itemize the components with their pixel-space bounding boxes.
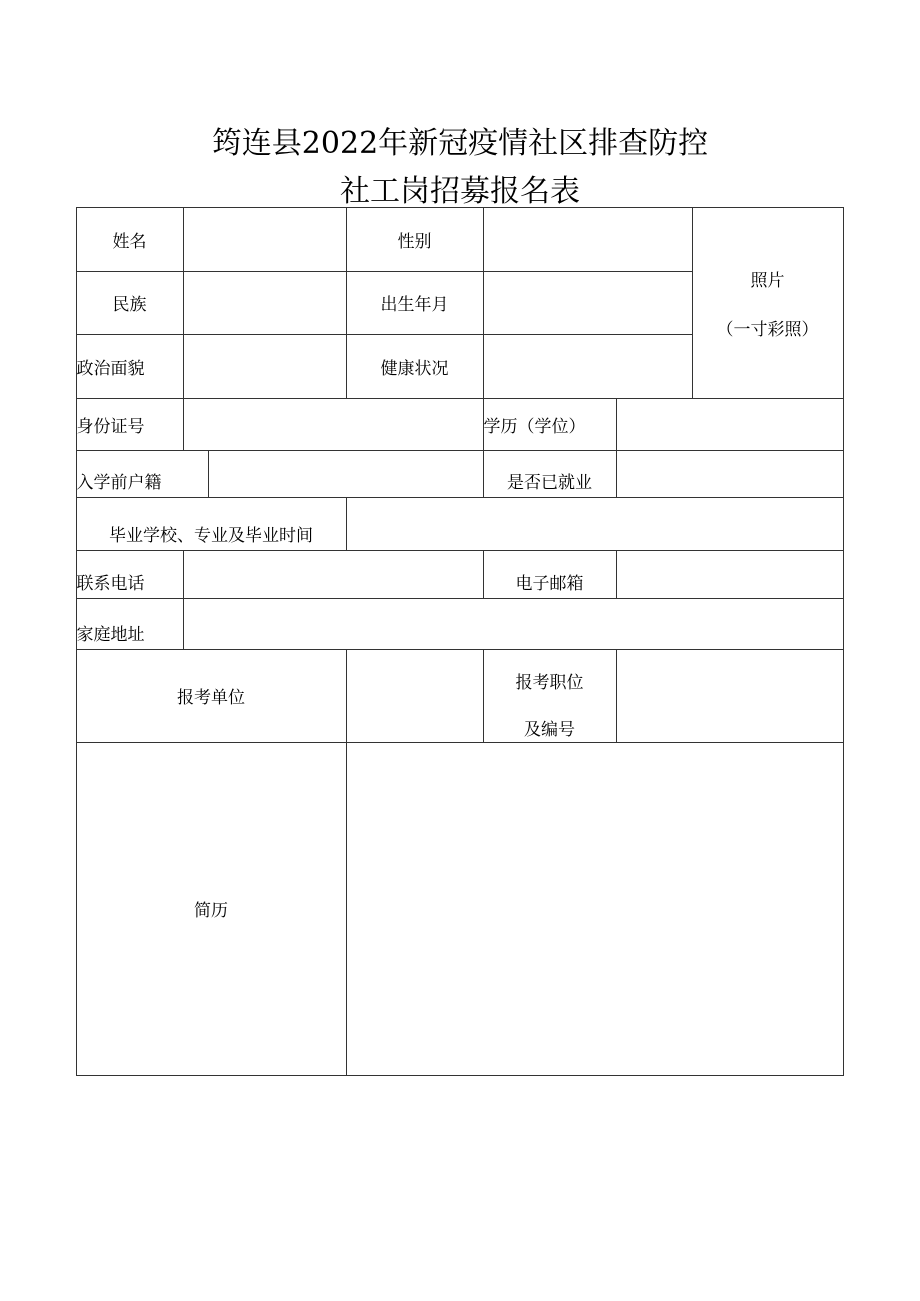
- field-address[interactable]: [183, 598, 844, 650]
- label-ethnicity: 民族: [76, 271, 184, 335]
- label-address: 家庭地址: [76, 598, 184, 650]
- field-id-number[interactable]: [183, 398, 484, 451]
- label-email: 电子邮箱: [483, 550, 617, 599]
- label-phone: 联系电话: [76, 550, 184, 599]
- position-label-cell: [483, 649, 617, 743]
- label-employed: 是否已就业: [483, 450, 617, 498]
- label-photo-note: （一寸彩照）: [716, 319, 819, 340]
- label-id-number: 身份证号: [76, 398, 184, 451]
- label-position-1: 报考职位: [515, 672, 584, 693]
- label-education: 学历（学位）: [483, 398, 617, 451]
- label-unit: 报考单位: [76, 649, 347, 743]
- label-resume: 简历: [76, 742, 347, 1076]
- field-employed[interactable]: [616, 450, 844, 498]
- label-hukou: 入学前户籍: [76, 450, 209, 498]
- field-name[interactable]: [183, 207, 347, 272]
- label-health: 健康状况: [346, 334, 484, 399]
- label-birth: 出生年月: [346, 271, 484, 335]
- label-name: 姓名: [76, 207, 184, 272]
- label-position-2: 及编号: [524, 719, 575, 740]
- field-health[interactable]: [483, 334, 693, 399]
- field-ethnicity[interactable]: [183, 271, 347, 335]
- label-political: 政治面貌: [76, 334, 184, 399]
- field-political[interactable]: [183, 334, 347, 399]
- title-line-1: 筠连县2022年新冠疫情社区排查防控: [211, 126, 709, 161]
- field-birth[interactable]: [483, 271, 693, 335]
- field-phone[interactable]: [183, 550, 484, 599]
- label-photo: 照片: [750, 270, 785, 291]
- field-unit[interactable]: [346, 649, 484, 743]
- field-graduation[interactable]: [346, 497, 844, 551]
- photo-cell[interactable]: [692, 207, 844, 399]
- field-email[interactable]: [616, 550, 844, 599]
- title-line-2: 社工岗招募报名表: [340, 174, 580, 209]
- field-education[interactable]: [616, 398, 844, 451]
- field-gender[interactable]: [483, 207, 693, 272]
- field-resume[interactable]: [346, 742, 844, 1076]
- field-position[interactable]: [616, 649, 844, 743]
- field-hukou[interactable]: [208, 450, 484, 498]
- label-gender: 性别: [346, 207, 484, 272]
- label-graduation: 毕业学校、专业及毕业时间: [76, 497, 347, 551]
